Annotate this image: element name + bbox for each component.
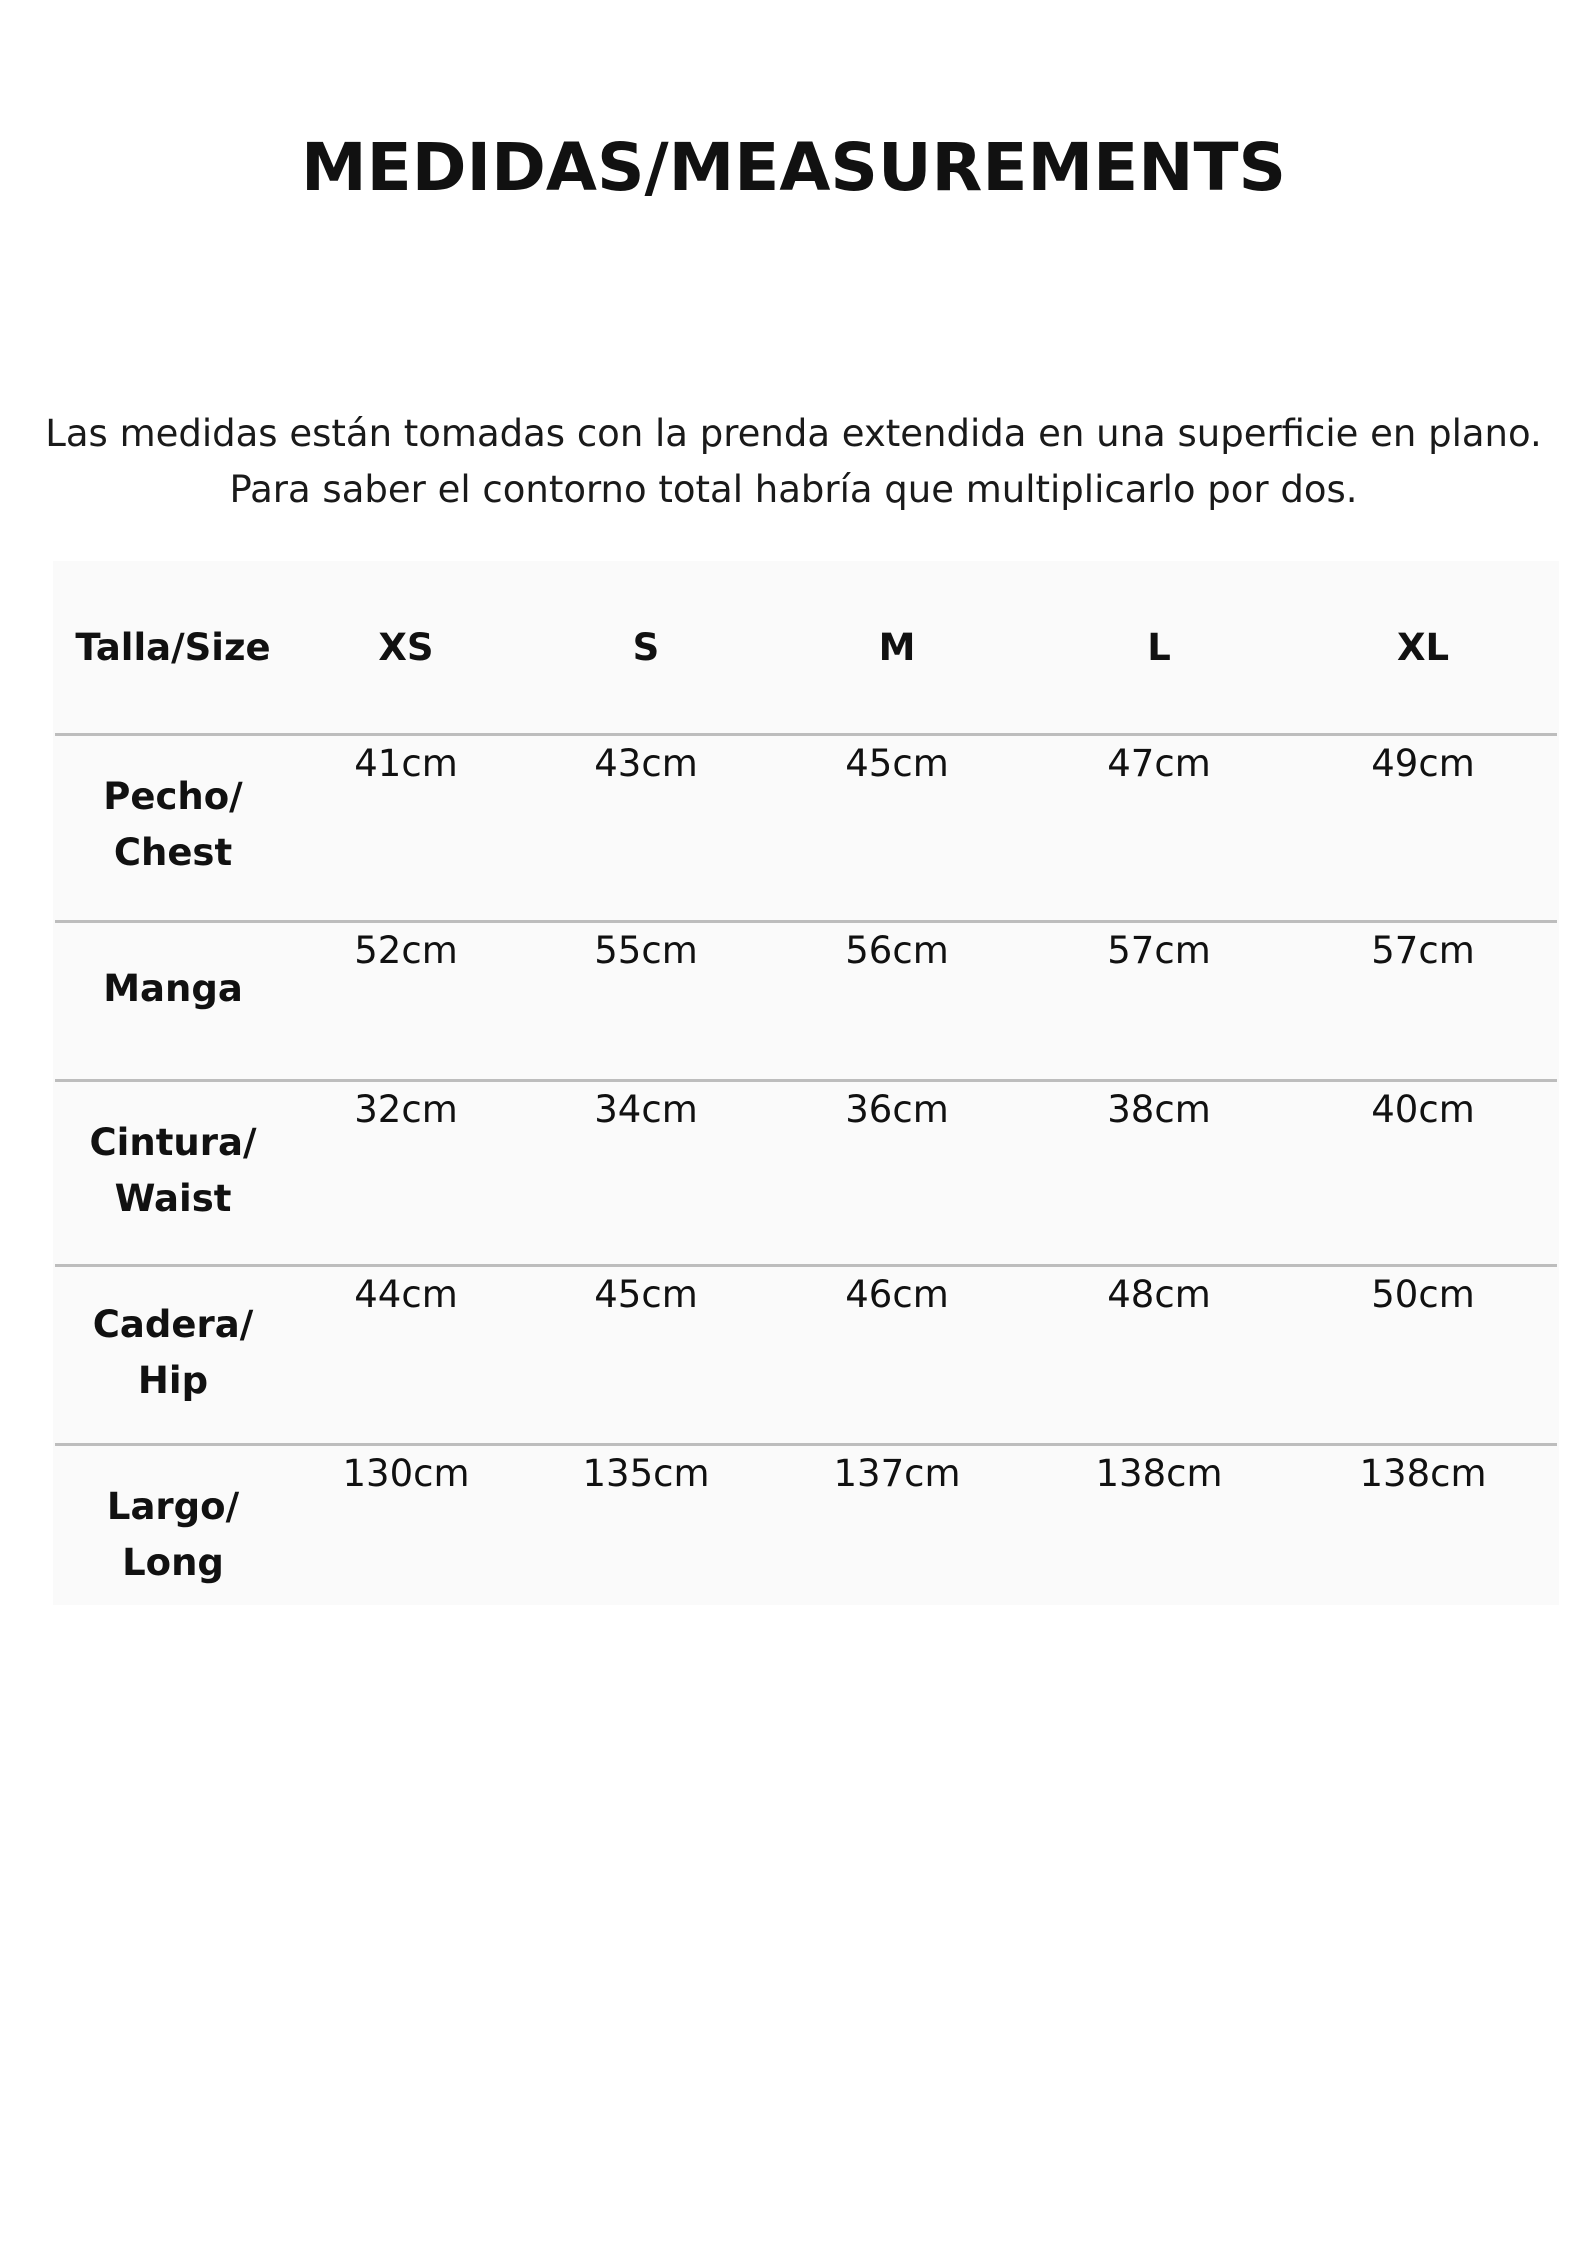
cell-value: 44cm: [354, 1273, 458, 1316]
row-label: [53, 769, 293, 881]
header-size-s: S: [632, 626, 660, 669]
cell-value: 57cm: [1107, 929, 1211, 972]
cell-value: 41cm: [354, 742, 458, 785]
cell-value: 57cm: [1371, 929, 1475, 972]
table-row: [53, 1446, 1559, 1605]
size-table: [53, 561, 1559, 1605]
row-label-line: Cadera/: [92, 1303, 254, 1346]
header-size-xl: XL: [1396, 626, 1450, 669]
cell-value: 138cm: [1095, 1452, 1223, 1495]
cell-value: 135cm: [582, 1452, 710, 1495]
cell-value: 130cm: [342, 1452, 470, 1495]
row-label-line: Cintura/: [89, 1121, 257, 1164]
row-label: [53, 1115, 293, 1227]
cell-value: 46cm: [845, 1273, 949, 1316]
row-label-line: Hip: [137, 1359, 209, 1402]
intro-text: [0, 406, 1587, 518]
row-label-line: Pecho/: [103, 775, 243, 818]
header-size-m: M: [878, 626, 916, 669]
cell-value: 49cm: [1371, 742, 1475, 785]
cell-value: 138cm: [1359, 1452, 1487, 1495]
cell-value: 45cm: [594, 1273, 698, 1316]
header-size-l: L: [1147, 626, 1171, 669]
cell-value: 137cm: [833, 1452, 961, 1495]
cell-value: 32cm: [354, 1088, 458, 1131]
row-label-line: Largo/: [106, 1485, 240, 1528]
cell-value: 50cm: [1371, 1273, 1475, 1316]
cell-value: 34cm: [594, 1088, 698, 1131]
intro-line-2: Para saber el contorno total habría que multiplicarlo por dos.: [229, 468, 1358, 511]
page-title: MEDIDAS/MEASUREMENTS: [300, 129, 1287, 206]
table-row: [53, 923, 1559, 1080]
cell-value: 48cm: [1107, 1273, 1211, 1316]
cell-value: 56cm: [845, 929, 949, 972]
header-size-label: Talla/Size: [75, 626, 271, 669]
cell-value: 40cm: [1371, 1088, 1475, 1131]
table-row: [53, 1082, 1559, 1265]
table-header-row: [53, 561, 1559, 734]
header-size-xs: XS: [378, 626, 434, 669]
cell-value: 52cm: [354, 929, 458, 972]
row-label-line: Long: [122, 1541, 224, 1584]
cell-value: 47cm: [1107, 742, 1211, 785]
row-label-line: Manga: [103, 967, 243, 1010]
table-row: [53, 1267, 1559, 1444]
cell-value: 36cm: [845, 1088, 949, 1131]
row-label: [53, 1297, 293, 1409]
row-label-line: Waist: [114, 1177, 232, 1220]
cell-value: 38cm: [1107, 1088, 1211, 1131]
table-row: [53, 736, 1559, 921]
row-label-line: Chest: [113, 831, 233, 874]
cell-value: 43cm: [594, 742, 698, 785]
cell-value: 45cm: [845, 742, 949, 785]
row-label: [53, 961, 293, 1017]
intro-line-1: Las medidas están tomadas con la prenda extendida en una superficie en plano.: [45, 412, 1542, 455]
row-label: [53, 1479, 293, 1591]
cell-value: 55cm: [594, 929, 698, 972]
